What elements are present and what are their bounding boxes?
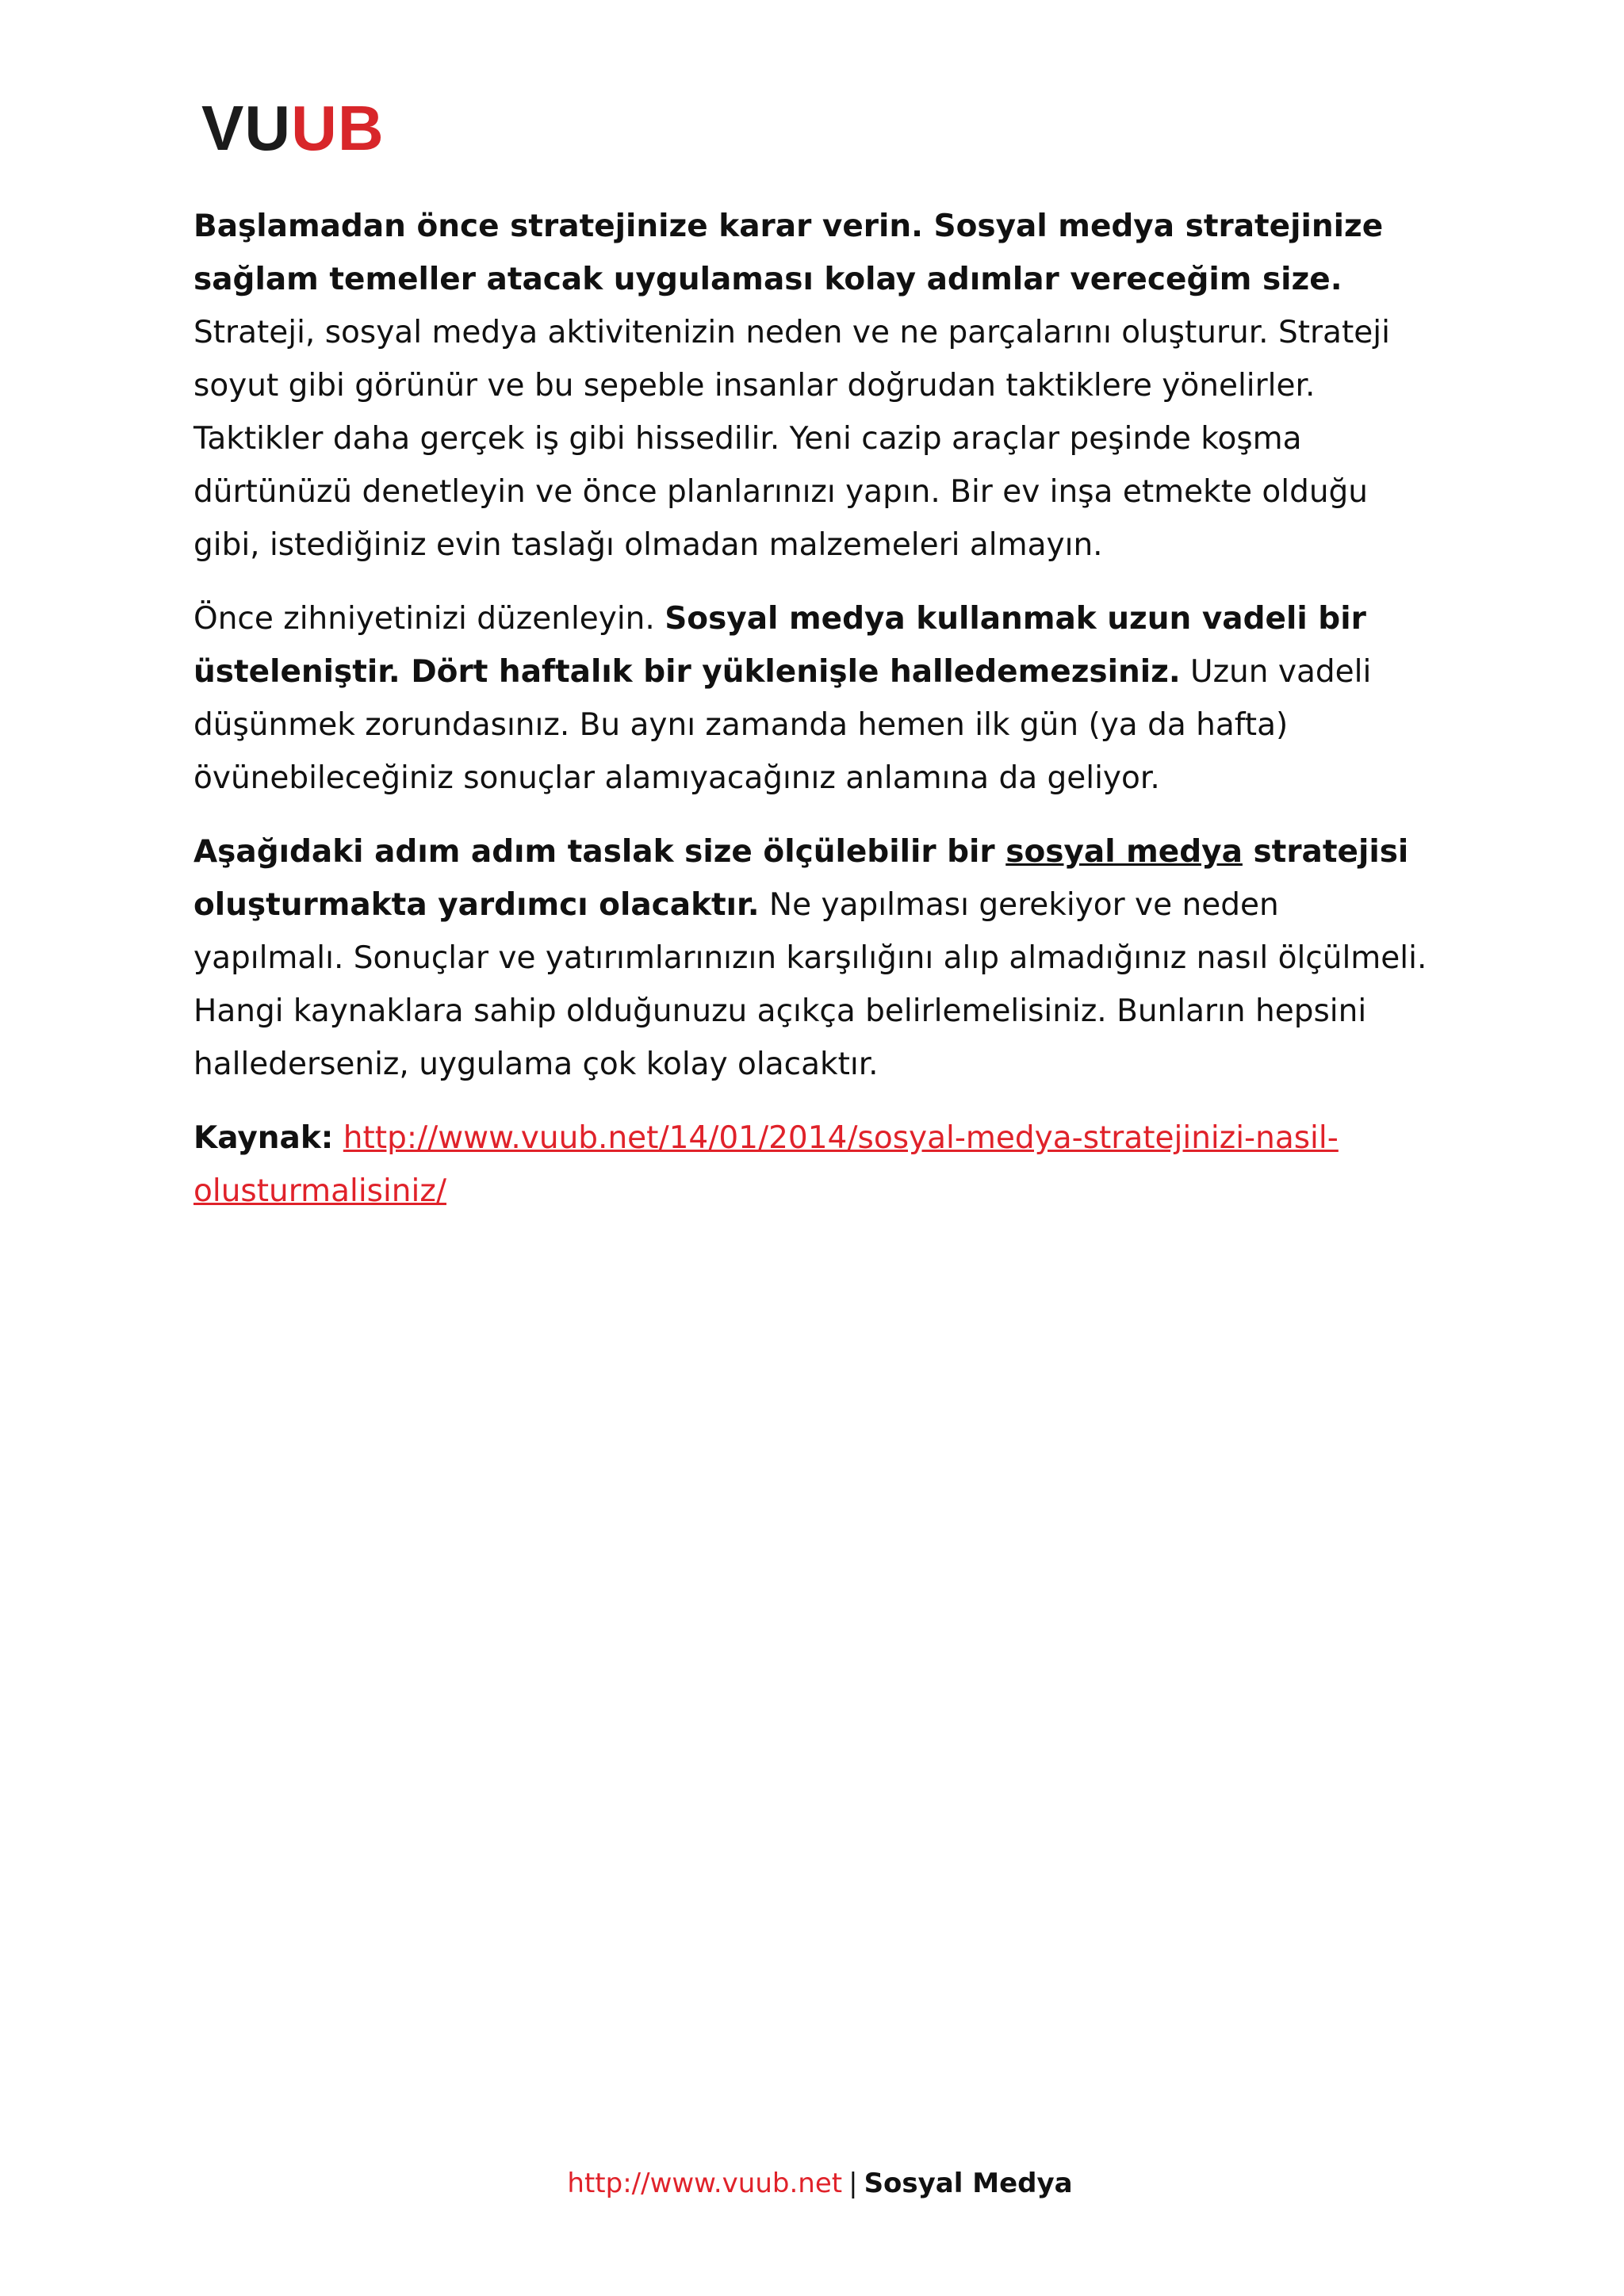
source-line xyxy=(193,1112,1431,1218)
paragraph-1-text: Strateji, sosyal medya aktivitenizin neden ve ne parçalarını oluşturur. Strateji soyut gibi görünür ve bu sepeble insanlar doğrudan taktiklere yönelirler. Taktikler daha gerçek iş gibi hissedilir. Yeni cazip araçlar peşinde koşma dürtünüzü denetleyin ve önce planlarınızı yapın. Bir ev inşa etmekte olduğu gibi, istediğiniz evin taslağı olmadan malzemeleri almayın. xyxy=(193,315,1390,563)
paragraph-3-text: Ne yapılması gerekiyor ve neden yapılmalı. Sonuçlar ve yatırımlarınızın karşılığını alıp almadığınız nasıl ölçülmeli. Hangi kaynaklara sahip olduğunuzu açıkça belirlemelisiniz. Bunların hepsini hallederseniz, uygulama çok kolay olacaktır. xyxy=(193,887,1427,1082)
paragraph-3-bold-start: Aşağıdaki adım adım taslak size ölçülebilir bir xyxy=(193,834,1006,870)
footer-separator: | xyxy=(848,2168,858,2199)
paragraph-strategy xyxy=(193,200,1431,572)
logo-part-ub: UB xyxy=(291,93,385,163)
page-footer xyxy=(0,2166,1624,2201)
footer-url-link[interactable]: http://www.vuub.net xyxy=(567,2168,843,2199)
paragraph-3-bold-end: stratejisi oluşturmakta yardımcı olacaktır. xyxy=(193,834,1409,923)
sosyal-medya-link[interactable]: sosyal medya xyxy=(1005,834,1243,870)
vuub-logo xyxy=(201,93,385,163)
paragraph-2-text: Uzun vadeli düşünmek zorundasınız. Bu aynı zamanda hemen ilk gün (ya da hafta) övünebileceğiniz sonuçlar alamıyacağınız anlamına da geliyor. xyxy=(193,654,1372,796)
footer-label: Sosyal Medya xyxy=(864,2168,1073,2199)
paragraph-1-bold: Başlamadan önce stratejinize karar verin. Sosyal medya stratejinize sağlam temeller atacak uygulaması kolay adımlar vereceğim size. xyxy=(193,209,1384,297)
paragraph-mindset xyxy=(193,592,1431,805)
paragraph-2-bold: Sosyal medya kullanmak uzun vadeli bir üstelenişti̇r. Dört haftalık bir yüklenişle halledemezsiniz. xyxy=(193,601,1366,690)
paragraph-outline xyxy=(193,825,1431,1091)
source-link[interactable]: http://www.vuub.net/14/01/2014/sosyal-medya-stratejinizi-nasil-olusturmalisiniz/ xyxy=(193,1120,1339,1209)
source-label: Kaynak: xyxy=(193,1120,334,1156)
article-body xyxy=(193,200,1431,1238)
logo-part-vu: VU xyxy=(201,93,292,163)
paragraph-2-intro: Önce zihniyetinizi düzenleyin. xyxy=(193,601,665,637)
